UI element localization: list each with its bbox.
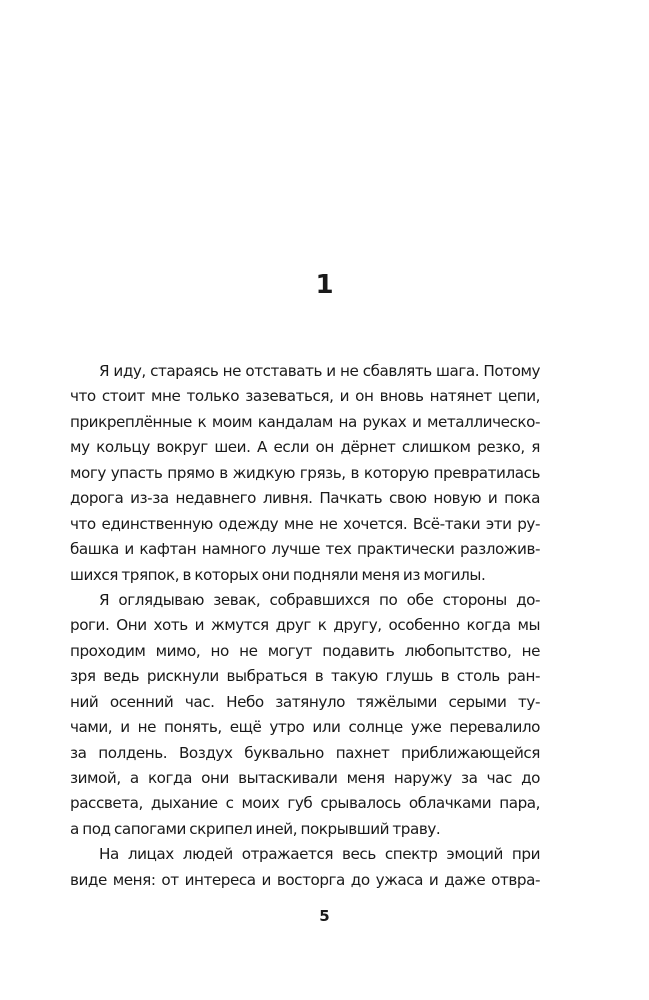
text-line: ний осенний час. Небо затянуло тяжёлыми серыми ту-: [70, 692, 540, 711]
text-line: шихся тряпок, в которых они подняли меня из могилы.: [70, 565, 486, 584]
text-line: Я иду, стараясь не отставать и не сбавлять шага. Потому: [99, 362, 540, 380]
text-line: а под сапогами скрипел иней, покрывший траву.: [70, 819, 441, 838]
text-line: Я оглядываю зевак, собравшихся по обе стороны до-: [99, 590, 540, 609]
text-line: му кольцу вокруг шеи. А если он дёрнет слишком резко, я: [70, 438, 540, 457]
body-text: [70, 359, 540, 893]
text-line: за полдень. Воздух буквально пахнет приближающейся: [70, 743, 540, 762]
text-line: виде меня: от интереса и восторга до ужаса и даже отвра-: [70, 870, 540, 889]
text-line: зимой, а когда они вытаскивали меня наружу за час до: [70, 769, 540, 787]
text-line: рассвета, дыхание с моих губ срывалось облачками пара,: [70, 794, 540, 813]
text-line: проходим мимо, но не могут подавить любопытство, не: [70, 641, 540, 660]
text-line: могу упасть прямо в жидкую грязь, в которую превратилась: [70, 463, 540, 482]
text-line: зря ведь рискнули выбраться в такую глушь в столь ран-: [70, 667, 540, 686]
text-line: что единственную одежду мне не хочется. Всё-таки эти ру-: [70, 514, 540, 533]
page-number: 5: [319, 907, 330, 925]
text-line: На лицах людей отражается весь спектр эмоций при: [99, 845, 540, 864]
text-line: башка и кафтан намного лучше тех практически разложив-: [70, 540, 540, 559]
text-line: чами, и не понять, ещё утро или солнце уже перевалило: [70, 718, 540, 737]
text-line: что стоит мне только зазеваться, и он вновь натянет цепи,: [70, 387, 540, 406]
text-line: прикреплённые к моим кандалам на руках и металлическо-: [70, 412, 540, 431]
text-line: роги. Они хоть и жмутся друг к другу, особенно когда мы: [70, 616, 540, 635]
text-line: дорога из-за недавнего ливня. Пачкать свою новую и пока: [70, 489, 540, 508]
chapter-number: 1: [315, 270, 334, 300]
